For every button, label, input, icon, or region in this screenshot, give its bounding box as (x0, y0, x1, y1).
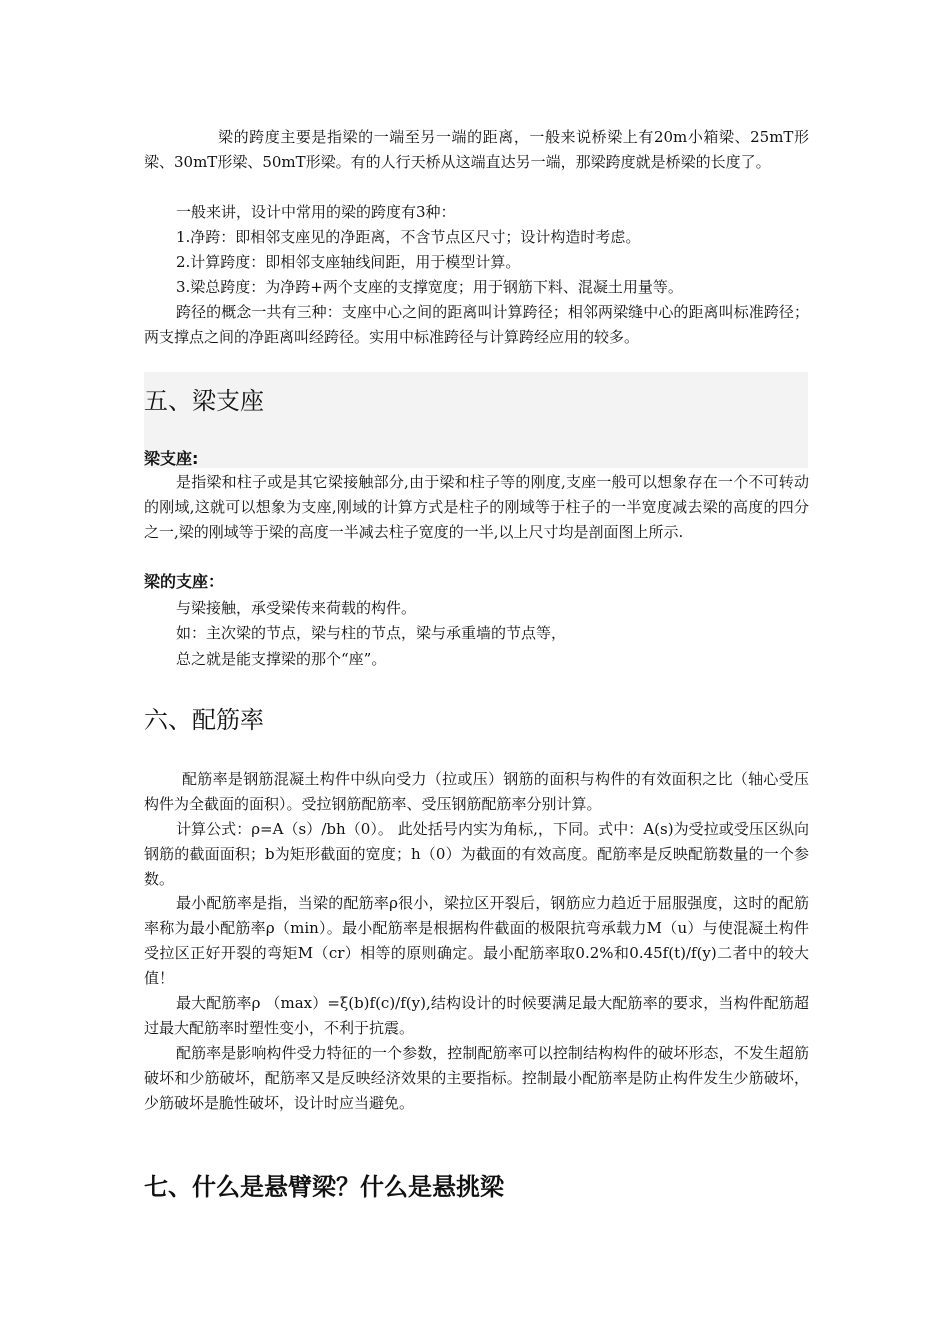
intro-paragraph-1: 梁的跨度主要是指梁的一端至另一端的距离，一般来说桥梁上有20m小箱梁、25mT形梁、30mT形梁、50mT形梁。有的人行天桥从这端直达另一端，那梁跨度就是桥梁的长度了。 (144, 128, 809, 171)
subheading-beam-support: 梁支座: (144, 449, 199, 468)
support-line-1: 与梁接触，承受梁传来荷载的构件。 (176, 599, 417, 617)
beam-support-definition: 是指梁和柱子或是其它梁接触部分,由于梁和柱子等的刚度,支座一般可以想象存在一个不可转动的刚域,这就可以想象为支座,刚域的计算方式是柱子的刚域等于柱子的一半宽度减去梁的高度的四分之一,梁的刚域等于梁的高度一半减去柱子宽度的一半,以上尺寸均是剖面图上所示. (144, 473, 809, 541)
max-ratio-paragraph: 最大配筋率ρ （max）=ξ(b)f(c)/f(y),结构设计的时候要满足最大配筋率的要求，当构件配筋超过最大配筋率时塑性变小，不利于抗震。 (144, 994, 809, 1037)
support-line-2: 如：主次梁的节点，梁与柱的节点，梁与承重墙的节点等， (176, 624, 567, 642)
intro-paragraph-3: 跨径的概念一共有三种：支座中心之间的距离叫计算跨径；相邻两梁缝中心的距离叫标准跨径；两支撑点之间的净距离叫经跨径。实用中标准跨径与计算跨经应用的较多。 (144, 303, 809, 346)
formula-paragraph: 计算公式：ρ=A（s）/bh（0）。 此处括号内实为角标,，下同。式中：A(s)为受拉或受压区纵向钢筋的截面面积；b为矩形截面的宽度；h（0）为截面的有效高度。配筋率是反映配筋数量的一个参数。 (144, 820, 809, 888)
subheading-support-of-beam: 梁的支座： (144, 572, 225, 591)
section-7-title: 七、什么是悬臂梁？什么是悬挑梁 (144, 1173, 504, 1201)
span-type-2: 2.计算跨度：即相邻支座轴线间距，用于模型计算。 (176, 253, 521, 271)
support-line-3: 总之就是能支撑梁的那个“座”。 (176, 650, 387, 668)
intro-paragraph-2: 一般来讲，设计中常用的梁的跨度有3种： (176, 203, 456, 221)
span-type-1: 1.净跨：即相邻支座见的净距离，不含节点区尺寸；设计构造时考虑。 (176, 228, 641, 246)
section-5-title: 五、梁支座 (144, 387, 264, 415)
span-type-3: 3.梁总跨度：为净跨+两个支座的支撑宽度；用于钢筋下料、混凝土用量等。 (176, 278, 683, 296)
ratio-significance-paragraph: 配筋率是影响构件受力特征的一个参数，控制配筋率可以控制结构构件的破坏形态，不发生超筋破坏和少筋破坏，配筋率又是反映经济效果的主要指标。控制最小配筋率是防止构件发生少筋破坏，少筋破坏是脆性破坏，设计时应当避免。 (144, 1044, 809, 1112)
section-6-title: 六、配筋率 (144, 706, 264, 734)
min-ratio-paragraph: 最小配筋率是指，当梁的配筋率ρ很小，梁拉区开裂后，钢筋应力趋近于屈服强度，这时的配筋率称为最小配筋率ρ（min）。最小配筋率是根据构件截面的极限抗弯承载力M（u）与使混凝土构件受拉区正好开裂的弯矩M（cr）相等的原则确定。最小配筋率取0.2%和0.45f(t)/f(y)二者中的较大值！ (144, 894, 809, 987)
reinforcement-ratio-definition: 配筋率是钢筋混凝土构件中纵向受力（拉或压）钢筋的面积与构件的有效面积之比（轴心受压构件为全截面的面积）。受拉钢筋配筋率、受压钢筋配筋率分别计算。 (144, 770, 809, 813)
